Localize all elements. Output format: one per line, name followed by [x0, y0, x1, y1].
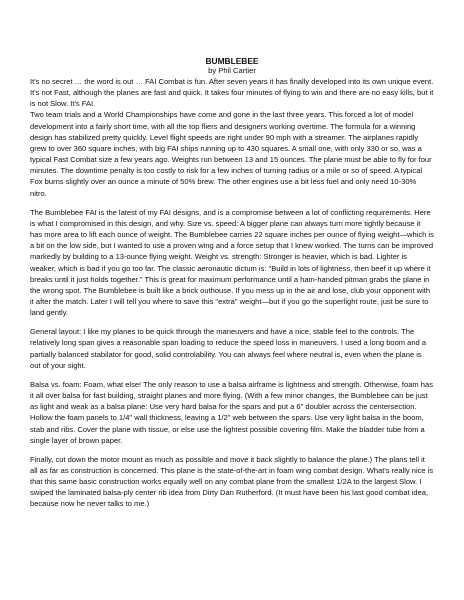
- paragraph-intro: It's no secret … the word is out … FAI Combat is fun. After seven years it has finally developed into its own unique event. It's not Fast, although the planes are fast and quick. It takes four minutes of flying to win and there are no easy kills, but it is not Slow. It's FAI.: [30, 77, 434, 109]
- paragraph-compromise: The Bumblebee FAI is the latest of my FAI designs, and is a compromise between a lot of conflicting requirements. Here is what I compromised in this design, and why. Size vs. speed: A bigger plane can always turn more tightly because it has more area to lift each ounce of weight. The Bumblebee carries 22 square inches per ounce of flying weight—which is a bit on the low side, but I wanted to use a proven wing and a force setup that I knew worked. The turns can be improved markedly by building to a 13-ounce flying weight. Weight vs. strength: Stronger is heavier, which is bad. Lighter is weaker, which is bad if you go too far. The classic aeronautic dictum is: "Build in lots of lightness, then beef it up where it breaks until it just holds together." This is great for maximum performance until a ham-handed pitman grabs the plane in the wrong spot. The Bumblebee is built like a brick outhouse. If you mess up in the air and lose, club your opponent with it after the match. Later I will tell you where to save this "extra" weight—but if you go the superlight route, just be sure to land gently.: [30, 207, 434, 318]
- author-byline: by Phil Cartier: [208, 66, 256, 75]
- paragraph-layout: General layout: I like my planes to be quick through the maneuvers and have a nice, stable feel to the controls. The relatively long span gives a reasonable span loading to reduce the speed loss in maneuvers. I used a long boom and a partially balanced stabilator for good, solid controlability. You can always feel where neutral is, even when the plane is out of your sight.: [30, 327, 427, 370]
- paragraph-balsa-vs-foam: Balsa vs. foam: Foam, what else! The only reason to use a balsa airframe is lightness and strength. Otherwise, foam has it all over balsa for fast building, straight planes and more flying. (With a few minor changes, the Bumblebee can be just as light and weak as a balsa plane: Use very hard balsa for the spars and put a 6" doubler across the centersection. Hollow the foam panels to 1/4" wall thickness, leaving a 1/2" web between the spars. Use very light balsa in the boom, stab and ribs. Cover the plane with tissue, or else use the lightest possible covering film. Make the bladder tube from a single layer of brown paper.: [30, 379, 433, 445]
- paragraph-construction: Finally, cut down the motor mount as much as possible and move it back slightly to balance the plane.) The plans tell it all as far as construction is concerned. This plane is the state-of-the-art in foam wing combat design. What's really nice is that this same basic construction works equally well on any combat plane from the smallest 1/2A to the largest Slow. I swiped the laminated balsa-ply center rib idea from Dirty Dan Rutherford. (It must have been his last good combat idea, because now he never talks to me.): [30, 454, 434, 509]
- article-title: BUMBLEBEE: [205, 56, 259, 66]
- paragraph-history: Two team trials and a World Championships have come and gone in the last three years. This forced a lot of model development into a fairly short time, with all the top fliers and designers working overtime. The formula for a winning design has stabilized pretty quickly. Level flight speeds are right under 90 mph with a streamer. The airplanes rapidly grew to over 360 square inches, with big FAI ships running up to 430 squares. A small one, with only 330 or so, was a typical Fast Combat size a few years ago. Weights run between 13 and 15 ounces. The plane must be able to fly for four minutes. The downtime penalty is too costly to risk for a few inches of turning radius or a mile or so of speed. A typical Fox burns slightly over an ounce a minute of 50% brew. The other engines use a bit less fuel and only need 10-30% nitro.: [30, 110, 432, 198]
